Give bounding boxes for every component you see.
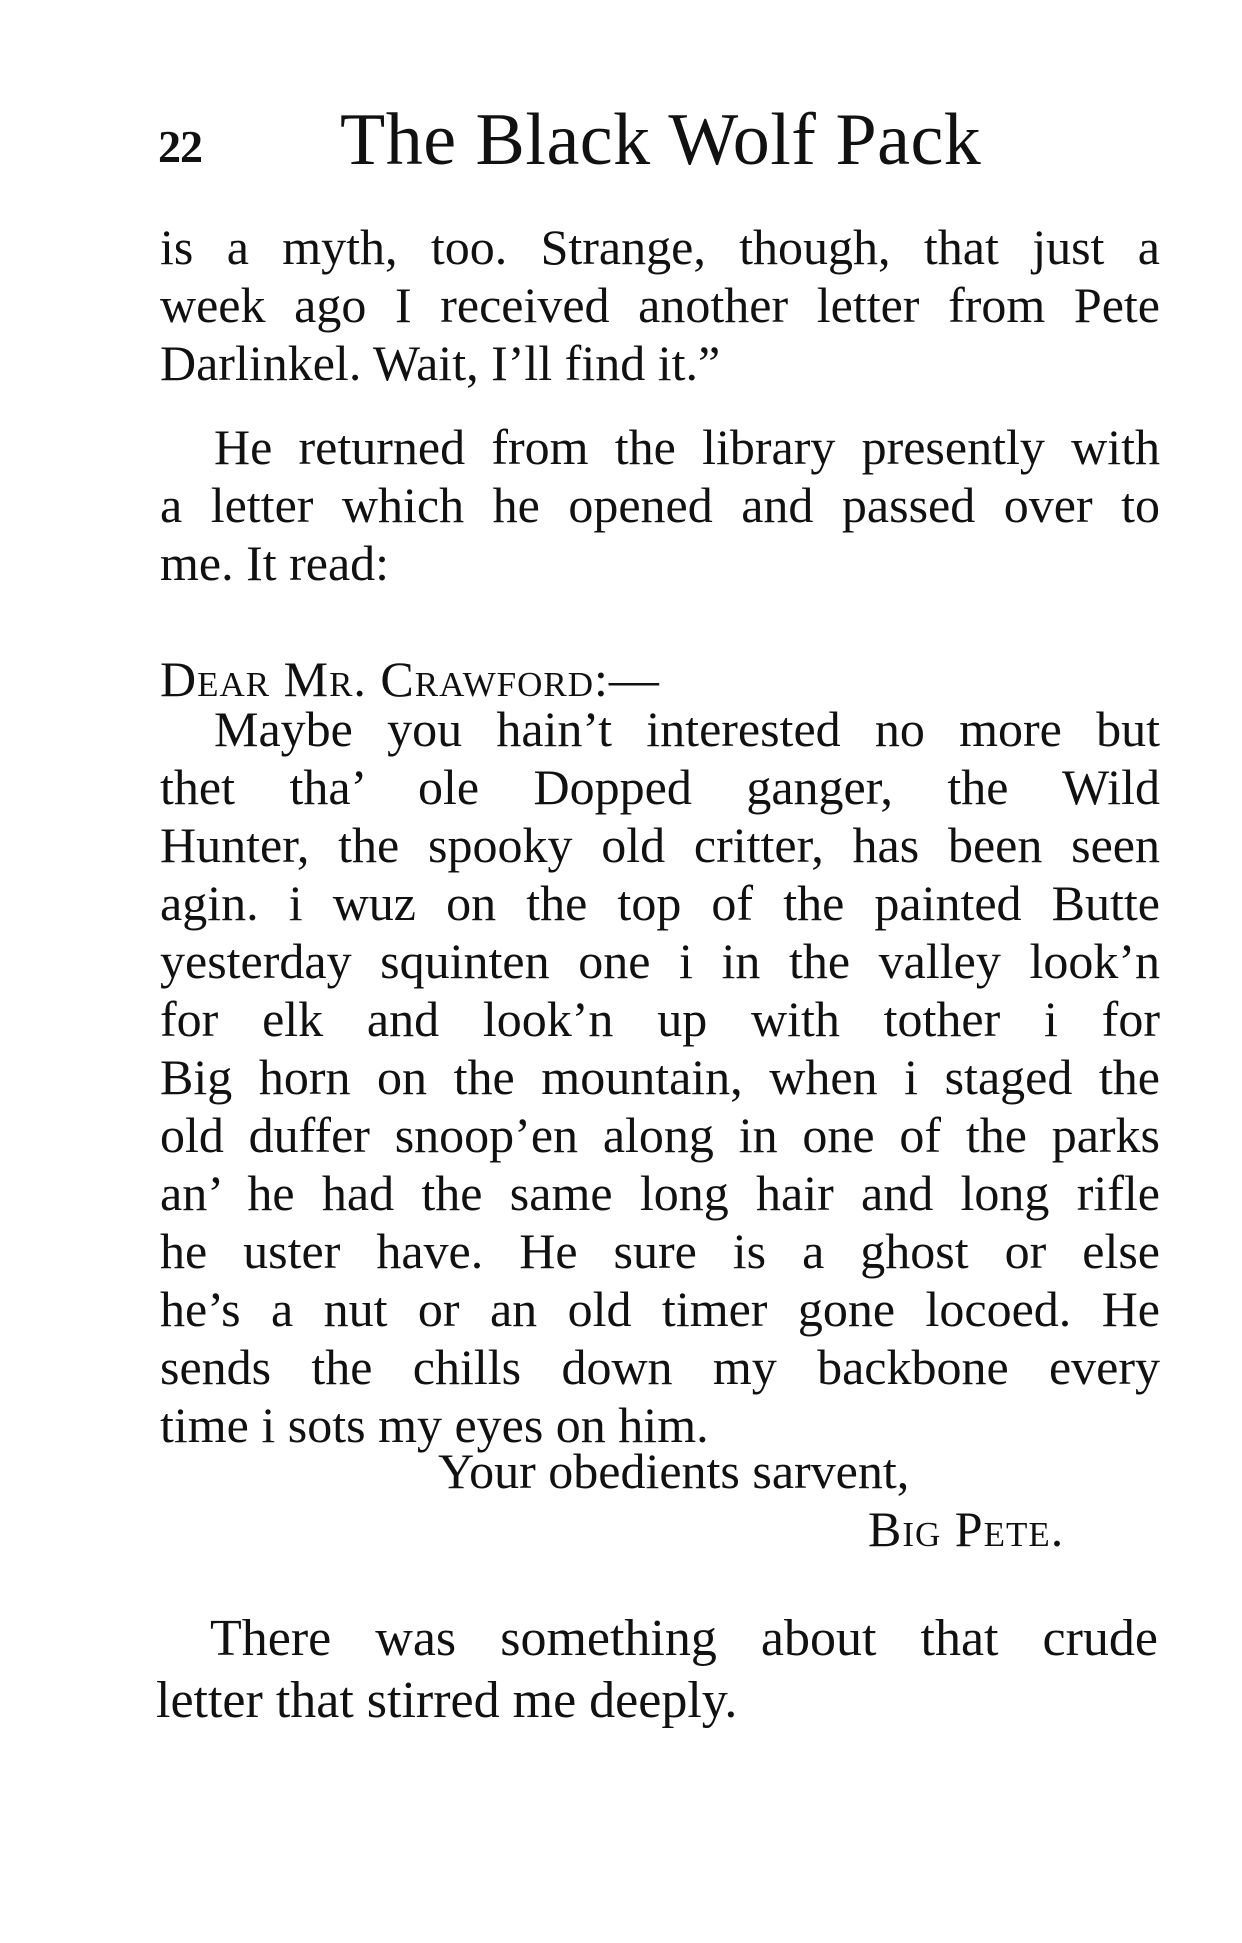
text-line: letter that stirred me deeply. [156, 1672, 738, 1729]
page-header [158, 98, 1158, 181]
text-line: for elk and look’n up with tother i for [160, 991, 1160, 1047]
text-line: yesterday squinten one i in the valley look’n [160, 933, 1160, 989]
text-line: me. It read: [160, 535, 390, 591]
letter-closing: Your obedients sarvent, [438, 1443, 910, 1499]
text-line: Darlinkel. Wait, I’ll find it.” [160, 335, 721, 391]
text-line: Big horn on the mountain, when i staged the [160, 1049, 1160, 1105]
text-line: an’ he had the same long hair and long rifle [160, 1165, 1160, 1221]
text-line: sends the chills down my backbone every [160, 1339, 1160, 1395]
text-line: is a myth, too. Strange, though, that just a [160, 219, 1160, 275]
text-line: Maybe you hain’t interested no more but [214, 701, 1160, 757]
text-line: he’s a nut or an old timer gone locoed. He [160, 1281, 1160, 1337]
text-line: he uster have. He sure is a ghost or else [160, 1223, 1160, 1279]
text-line: agin. i wuz on the top of the painted Butte [160, 875, 1160, 931]
page-number: 22 [158, 121, 202, 172]
text-line: old duffer snoop’en along in one of the parks [160, 1107, 1160, 1163]
letter-body [160, 700, 1160, 1454]
text-line: a letter which he opened and passed over to [160, 477, 1160, 533]
paragraph-returned [160, 418, 1160, 592]
text-line: time i sots my eyes on him. [160, 1397, 709, 1453]
letter-salutation: Dear Mr. Crawford:— [160, 651, 660, 707]
text-line: Hunter, the spooky old critter, has been seen [160, 817, 1160, 873]
text-line: thet tha’ ole Dopped ganger, the Wild [160, 759, 1160, 815]
text-line: week ago I received another letter from Pete [160, 277, 1160, 333]
text-line: He returned from the library presently with [214, 419, 1160, 475]
running-title: The Black Wolf Pack [340, 99, 982, 181]
paragraph-final [156, 1608, 1158, 1732]
text-line: There was something about that crude [210, 1610, 1158, 1667]
letter-signature: Big Pete. [868, 1501, 1065, 1557]
paragraph-continuation [160, 218, 1160, 392]
